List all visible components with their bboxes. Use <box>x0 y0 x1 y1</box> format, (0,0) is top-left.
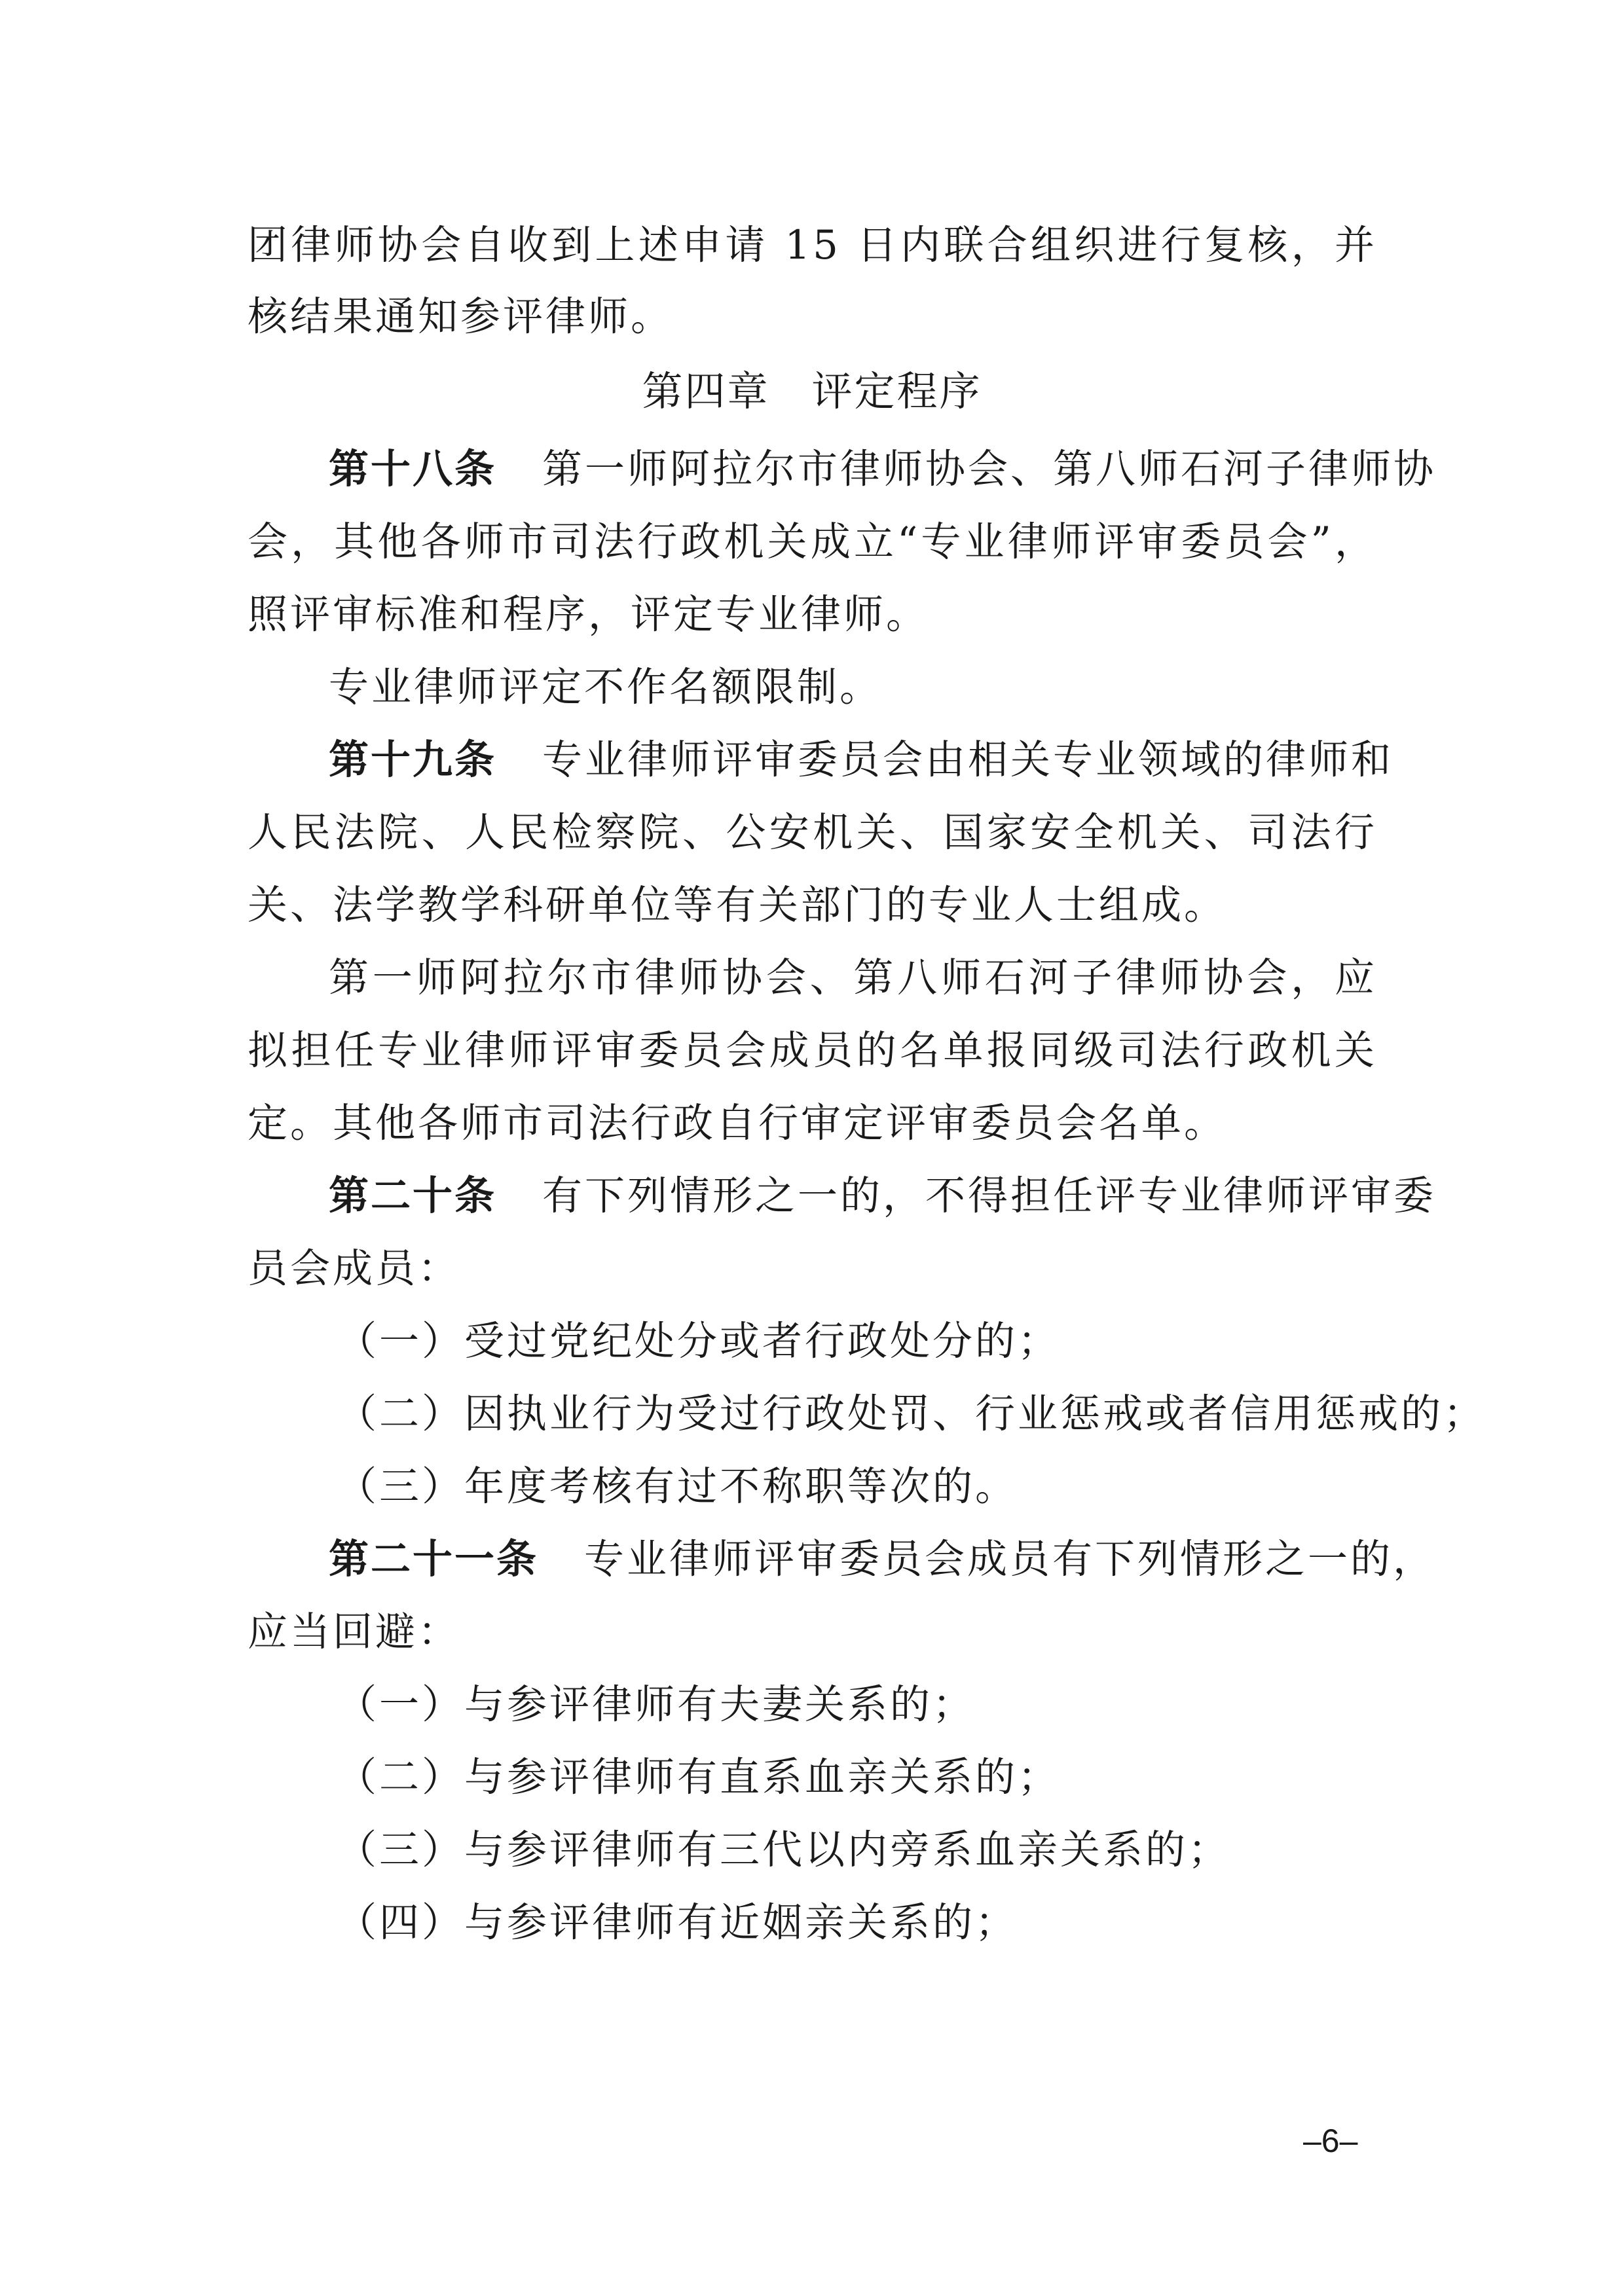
article-21-text-1: 专业律师评审委员会成员有下列情形之一的， <box>584 1536 1436 1582</box>
article-20-number: 第二十条 <box>329 1173 497 1219</box>
article-19-para-2-line-2: 拟担任专业律师评审委员会成员的名单报同级司法行政机关 <box>248 1027 1377 1074</box>
article-20-item-1: （一）受过党纪处分或者行政处分的； <box>337 1318 1061 1364</box>
article-20-line-2: 员会成员： <box>248 1245 461 1292</box>
continuation-line-1: 团律师协会自收到上述申请 15 日内联合组织进行复核，并 <box>248 222 1377 268</box>
article-20-item-3: （三）年度考核有过不称职等次的。 <box>337 1463 1018 1510</box>
article-19-line-2: 人民法院、人民检察院、公安机关、国家安全机关、司法行 <box>248 809 1377 856</box>
article-19-text-1: 专业律师评审委员会由相关专业领域的律师和 <box>542 737 1394 783</box>
article-21-line-1 <box>329 1533 1436 1586</box>
article-21-item-3: （三）与参评律师有三代以内旁系血亲关系的； <box>337 1827 1231 1873</box>
article-19-line-3: 关、法学教学科研单位等有关部门的专业人士组成。 <box>248 882 1227 928</box>
chapter-title: 评定程序 <box>811 367 982 415</box>
article-19-para-2-line-3: 定。其他各师市司法行政自行审定评审委员会名单。 <box>248 1100 1227 1146</box>
article-20-line-1 <box>329 1170 1437 1222</box>
article-21-item-1: （一）与参评律师有夫妻关系的； <box>337 1681 976 1728</box>
article-19-number: 第十九条 <box>329 737 497 783</box>
article-19-line-1 <box>329 734 1394 786</box>
article-21-line-2: 应当回避： <box>248 1609 461 1655</box>
article-18-line-2: 会，其他各师市司法行政机关成立“专业律师评审委员会”， <box>248 519 1377 565</box>
article-20-item-2: （二）因执业行为受过行政处罚、行业惩戒或者信用惩戒的； <box>337 1391 1486 1437</box>
continuation-line-2: 核结果通知参评律师。 <box>248 293 674 340</box>
article-18-para-2: 专业律师评定不作名额限制。 <box>329 664 883 710</box>
chapter-number: 第四章 <box>642 367 770 415</box>
article-20-text-1: 有下列情形之一的，不得担任评专业律师评审委 <box>542 1173 1437 1219</box>
article-21-item-2: （二）与参评律师有直系血亲关系的； <box>337 1754 1061 1800</box>
chapter-heading <box>0 365 1624 418</box>
article-18-text-1: 第一师阿拉尔市律师协会、第八师石河子律师协 <box>542 446 1437 492</box>
article-19-para-2-line-1: 第一师阿拉尔市律师协会、第八师石河子律师协会，应 <box>329 955 1377 1001</box>
article-18-line-3: 照评审标准和程序，评定专业律师。 <box>248 591 929 638</box>
page-number: –6– <box>1303 2123 1358 2159</box>
article-21-item-4: （四）与参评律师有近姻亲关系的； <box>337 1899 1018 1946</box>
article-18-line-1 <box>329 443 1437 496</box>
article-21-number: 第二十一条 <box>329 1536 539 1582</box>
article-18-number: 第十八条 <box>329 446 497 492</box>
